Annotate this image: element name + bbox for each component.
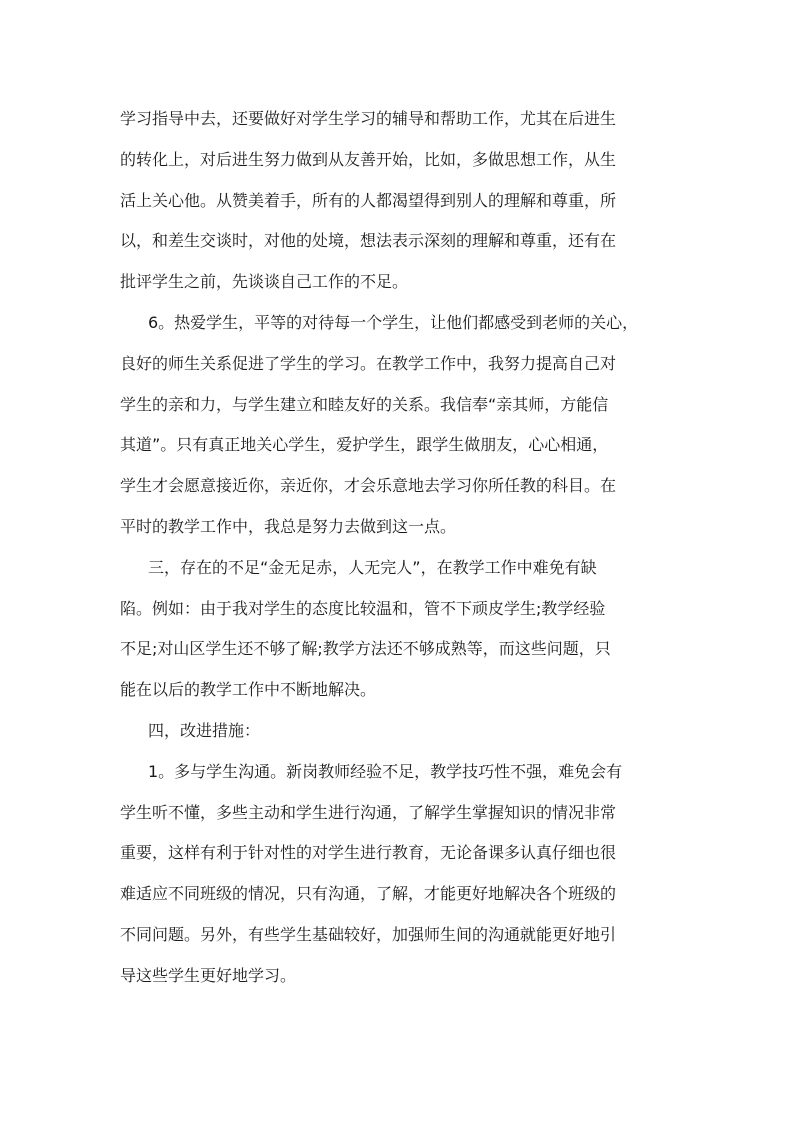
text-line: 学习指导中去，还要做好对学生学习的辅导和帮助工作，尤其在后进生 (120, 109, 617, 128)
text-line: 学生的亲和力，与学生建立和睦友好的关系。我信奉“亲其师，方能信 (120, 394, 609, 414)
text-line: 不足;对山区学生还不够了解;教学方法还不够成熟等，而这些问题，只 (120, 639, 611, 659)
text-line: 陷。例如：由于我对学生的态度比较温和，管不下顽皮学生;教学经验 (120, 598, 606, 618)
paragraph-start-line: 1。多与学生沟通。新岗教师经验不足，教学技巧性不强，难免会有 (148, 761, 623, 781)
text-line: 活上关心他。从赞美着手，所有的人都渴望得到别人的理解和尊重，所 (120, 190, 617, 210)
text-line: 导这些学生更好地学习。 (120, 965, 297, 985)
text-line: 重要，这样有利于针对性的对学生进行教育，无论备课多认真仔细也很 (120, 843, 617, 863)
text-line: 良好的师生关系促进了学生的学习。在教学工作中，我努力提高自己对 (120, 353, 617, 373)
text-line: 不同问题。另外，有些学生基础较好，加强师生间的沟通就能更好地引 (120, 924, 617, 944)
section-heading: 四，改进措施： (148, 720, 261, 740)
document-body (120, 104, 680, 1002)
text-line: 平时的教学工作中，我总是努力去做到这一点。 (120, 516, 457, 536)
text-line: 以，和差生交谈时，对他的处境，想法表示深刻的理解和尊重，还有在 (120, 231, 617, 251)
text-line: 学生听不懂，多些主动和学生进行沟通，了解学生掌握知识的情况非常 (120, 802, 617, 822)
text-line: 难适应不同班级的情况，只有沟通，了解，才能更好地解决各个班级的 (120, 884, 617, 904)
text-line: 学生才会愿意接近你，亲近你，才会乐意地去学习你所任教的科目。在 (120, 476, 617, 496)
text-line: 其道”。只有真正地关心学生，爱护学生，跟学生做朋友，心心相通， (120, 435, 609, 455)
text-line: 的转化上，对后进生努力做到从友善开始，比如，多做思想工作，从生 (120, 149, 617, 169)
text-line: 能在以后的教学工作中不断地解决。 (120, 680, 377, 700)
paragraph-start-line: 6。热爱学生，平等的对待每一个学生，让他们都感受到老师的关心， (148, 312, 639, 332)
paragraph-start-line: 三，存在的不足“金无足赤，人无完人”，在教学工作中难免有缺 (148, 557, 597, 577)
text-line: 批评学生之前，先谈谈自己工作的不足。 (120, 272, 409, 292)
